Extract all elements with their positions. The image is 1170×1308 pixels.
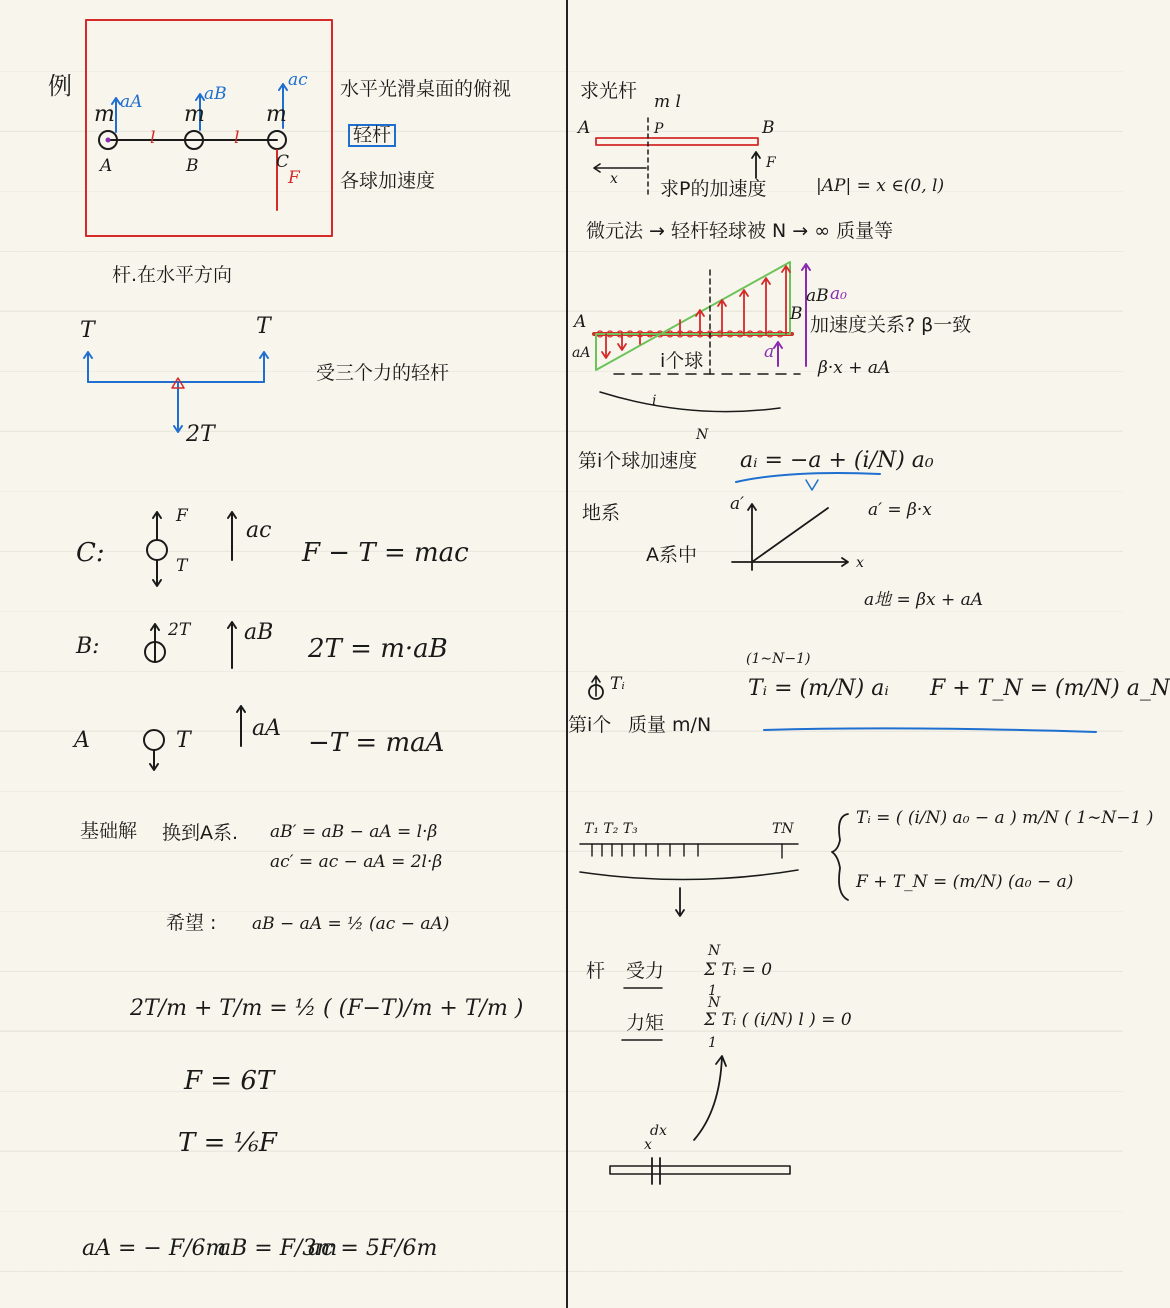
right-force-f: F — [766, 155, 776, 171]
forces-sys2: F + T_N = (m/N) (a₀ − a) — [856, 872, 1074, 892]
alt-t-eq: T = ⅙F — [178, 1128, 277, 1158]
rod-cond-force-eq: Σ Tᵢ = 0 — [704, 960, 773, 980]
result-ab: aB = F/3m — [218, 1236, 338, 1261]
eq-a-label: A — [74, 728, 90, 753]
eq-a: −T = maA — [308, 728, 445, 758]
ground-x-axis: x — [856, 555, 864, 571]
eq-c-force-f: F — [176, 506, 188, 526]
disc-relation: 加速度关系? β一致 — [810, 314, 972, 336]
rod-tension-right: T — [256, 314, 271, 339]
mass-eq2: F + T_N = (m/N) a_N — [930, 676, 1170, 701]
right-question: 求P的加速度 — [660, 178, 767, 200]
ground-eq2: a地 = βx + aA — [864, 590, 984, 610]
forces-labels: T₁ T₂ T₃ — [584, 821, 638, 837]
alt-combine-label: 希望 : — [166, 912, 217, 934]
right-point-b: B — [762, 118, 775, 138]
rod-cond-dx: dx — [650, 1123, 667, 1139]
ith-accel-label: 第i个球加速度 — [578, 450, 698, 472]
point-label-c: C — [276, 152, 290, 172]
eq-c-accel: ac — [246, 518, 272, 543]
eq-a-force: T — [176, 728, 191, 753]
rod-title: 杆.在水平方向 — [112, 264, 233, 286]
rod-cond-sum-bottom-1: 1 — [708, 983, 717, 999]
ith-accel-eq: aᵢ = −a + (i/N) a₀ — [740, 448, 934, 473]
point-label-a: A — [100, 156, 113, 176]
mass-label-a: m — [94, 102, 115, 127]
disc-i-label: i — [652, 393, 657, 409]
right-params: m l — [654, 92, 681, 112]
note-ball-accel: 各球加速度 — [340, 170, 436, 192]
rod-center-force: 2T — [186, 422, 215, 447]
result-ac: ac = 5F/6m — [308, 1236, 438, 1261]
rod-cond-sum-top-2: N — [708, 995, 721, 1011]
accel-label-b: aB — [204, 84, 227, 104]
example-label: 例 — [48, 72, 72, 100]
ground-y-axis: a′ — [730, 494, 744, 514]
length-label-1: l — [150, 128, 156, 148]
alt-combine-eq: aB − aA = ½ (ac − aA) — [252, 914, 450, 934]
alt-f-eq: F = 6T — [184, 1066, 275, 1096]
ground-eq1: a′ = β·x — [868, 500, 932, 520]
mass-ith-label: 第i个 — [568, 714, 612, 736]
disc-left-accel: aA — [572, 345, 591, 361]
alt-fraction-eq: 2T/m + T/m = ½ ( (F−T)/m + T/m ) — [130, 996, 524, 1021]
eq-b-force: 2T — [168, 620, 191, 640]
right-method: 微元法 → 轻杆轻球被 N → ∞ 质量等 — [586, 220, 894, 242]
alt-title: 基础解 — [80, 820, 138, 842]
rod-cond-title: 杆 — [586, 960, 606, 982]
mass-label-b: m — [184, 102, 205, 127]
disc-a-label: a — [764, 342, 775, 362]
disc-end-b: B — [790, 304, 803, 324]
rod-cond-x: x — [644, 1137, 652, 1153]
rod-cond-force: 受力 — [626, 960, 665, 982]
rod-cond-torque-eq: Σ Tᵢ ( (i/N) l ) = 0 — [704, 1010, 852, 1030]
eq-c-label: C: — [76, 538, 105, 568]
rod-tension-left: T — [80, 318, 95, 343]
mass-eq1: Tᵢ = (m/N) aᵢ — [748, 676, 889, 701]
ground-frame: A系中 — [646, 544, 697, 566]
forces-sys1: Tᵢ = ( (i/N) a₀ − a ) m/N ( 1∼N−1 ) — [856, 808, 1154, 828]
note-light-rod: 轻杆 — [348, 124, 396, 147]
eq-b-label: B: — [76, 634, 100, 659]
alt-frame: 换到A系. — [162, 822, 239, 844]
disc-accel-ab: aB — [806, 286, 829, 306]
eq-c-force-t: T — [176, 556, 188, 576]
rod-cond-sum-bottom-2: 1 — [708, 1035, 717, 1051]
ground-label: 地系 — [582, 502, 621, 524]
force-label-f: F — [288, 168, 300, 188]
eq-a-accel: aA — [252, 716, 282, 741]
alt-line-2: ac′ = ac − aA = 2l·β — [270, 852, 443, 872]
eq-b-accel: aB — [244, 620, 274, 645]
result-aa: aA = − F/6m — [82, 1236, 227, 1261]
right-distance-x: x — [610, 171, 618, 187]
accel-label-a: aA — [120, 92, 143, 112]
mass-label-c: m — [266, 102, 287, 127]
disc-ith-label: i个球 — [660, 350, 704, 372]
rod-cond-torque: 力矩 — [626, 1012, 665, 1034]
right-ap-range: |AP| = x ∈(0, l) — [816, 176, 945, 196]
alt-line-1: aB′ = aB − aA = l·β — [270, 822, 438, 842]
right-point-a: A — [578, 118, 591, 138]
disc-accel-a0: a₀ — [830, 284, 847, 304]
disc-linear: β·x + aA — [818, 358, 891, 378]
mass-range: (1∼N−1) — [746, 651, 811, 667]
forces-last: TN — [772, 821, 794, 837]
rod-cond-sum-top-1: N — [708, 943, 721, 959]
mass-tension: Tᵢ — [610, 674, 625, 694]
ith-n-label: N — [696, 427, 709, 443]
note-smooth-table: 水平光滑桌面的俯视 — [340, 78, 512, 100]
eq-c: F − T = mac — [302, 538, 469, 568]
length-label-2: l — [234, 128, 240, 148]
mass-value: 质量 m/N — [628, 714, 712, 736]
disc-end-a: A — [574, 312, 587, 332]
accel-label-c: ac — [288, 70, 308, 90]
right-point-p: P — [654, 121, 664, 137]
rod-note: 受三个力的轻杆 — [316, 362, 450, 384]
eq-b: 2T = m·aB — [308, 634, 448, 664]
point-label-b: B — [186, 156, 199, 176]
right-title: 求光杆 — [580, 80, 638, 102]
